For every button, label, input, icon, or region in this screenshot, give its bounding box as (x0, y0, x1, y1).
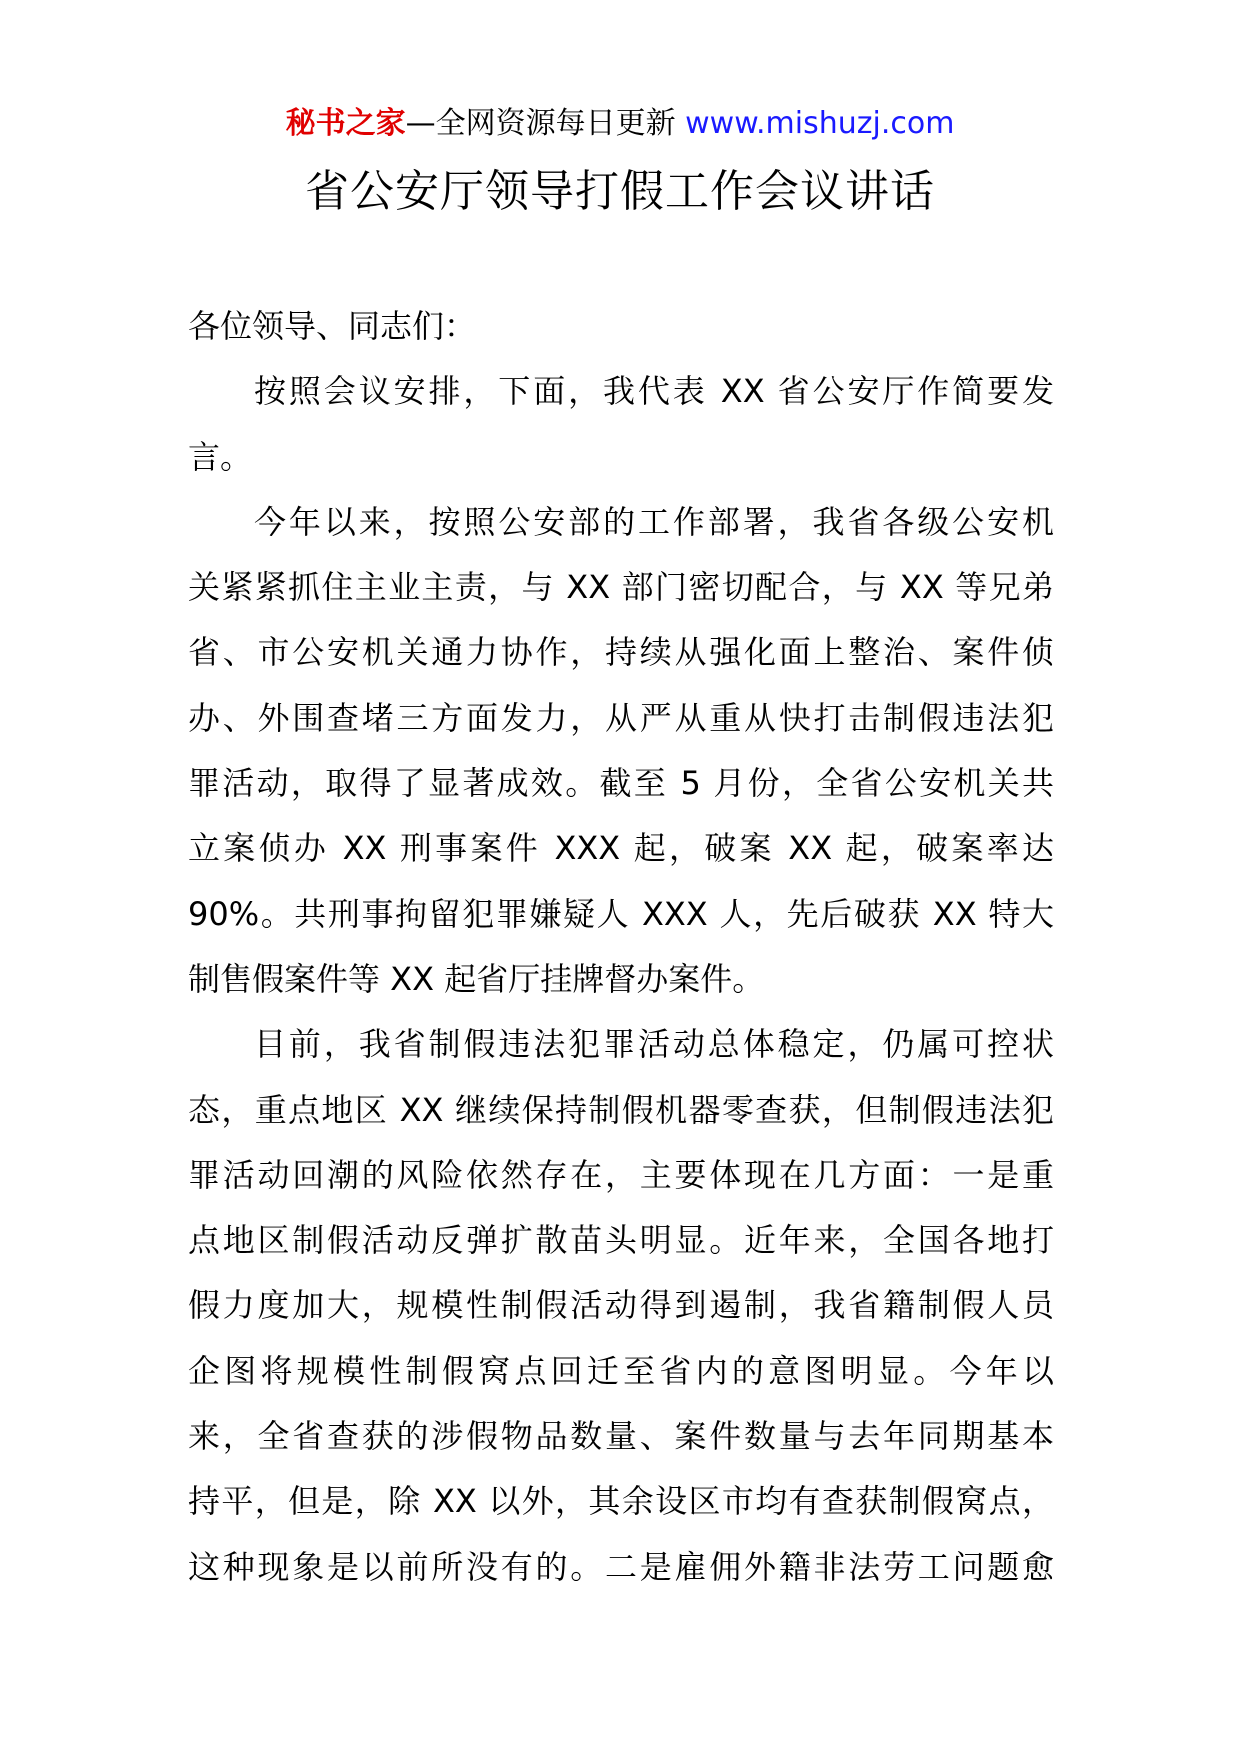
paragraph-line: 制售假案件等 XX 起省厅挂牌督办案件。 (188, 959, 765, 998)
paragraph-line: 这种现象是以前所没有的。二是雇佣外籍非法劳工问题愈 (188, 1547, 1054, 1586)
site-url[interactable]: www.mishuzj.com (685, 106, 955, 141)
paragraph-line: 按照会议安排，下面，我代表 XX 省公安厅作简要发 (254, 372, 1054, 411)
paragraph-line: 90%。共刑事拘留犯罪嫌疑人 XXX 人，先后破获 XX 特大 (188, 894, 1054, 933)
paragraph-line: 罪活动，取得了显著成效。截至 5 月份，全省公安机关共 (188, 764, 1054, 803)
paragraph-line: 企图将规模性制假窝点回迁至省内的意图明显。今年以 (188, 1351, 1054, 1390)
document-title: 省公安厅领导打假工作会议讲话 (305, 166, 935, 217)
paragraph-line: 罪活动回潮的风险依然存在，主要体现在几方面：一是重 (188, 1155, 1054, 1194)
header-slogan: —全网资源每日更新 (405, 106, 676, 141)
paragraph-line: 言。 (188, 437, 253, 476)
paragraph-line: 假力度加大，规模性制假活动得到遏制，我省籍制假人员 (188, 1286, 1054, 1325)
paragraph-line: 关紧紧抓住主业主责，与 XX 部门密切配合，与 XX 等兄弟 (188, 568, 1054, 607)
paragraph-line: 省、市公安机关通力协作，持续从强化面上整治、案件侦 (188, 633, 1054, 672)
document-body (188, 294, 1054, 1600)
paragraph-line: 立案侦办 XX 刑事案件 XXX 起，破案 XX 起，破案率达 (188, 829, 1054, 868)
site-header (0, 102, 1240, 146)
paragraph-line: 目前，我省制假违法犯罪活动总体稳定，仍属可控状 (254, 1025, 1054, 1064)
paragraph-line: 点地区制假活动反弹扩散苗头明显。近年来，全国各地打 (188, 1221, 1054, 1260)
paragraph-line: 来，全省查获的涉假物品数量、案件数量与去年同期基本 (188, 1417, 1054, 1456)
salutation: 各位领导、同志们： (188, 307, 477, 345)
brand-name: 秘书之家 (285, 106, 406, 141)
paragraph-line: 办、外围查堵三方面发力，从严从重从快打击制假违法犯 (188, 698, 1054, 737)
paragraph-line: 持平，但是，除 XX 以外，其余设区市均有查获制假窝点， (188, 1482, 1054, 1521)
paragraph-line: 今年以来，按照公安部的工作部署，我省各级公安机 (254, 502, 1054, 541)
paragraph-line: 态，重点地区 XX 继续保持制假机器零查获，但制假违法犯 (188, 1090, 1054, 1129)
